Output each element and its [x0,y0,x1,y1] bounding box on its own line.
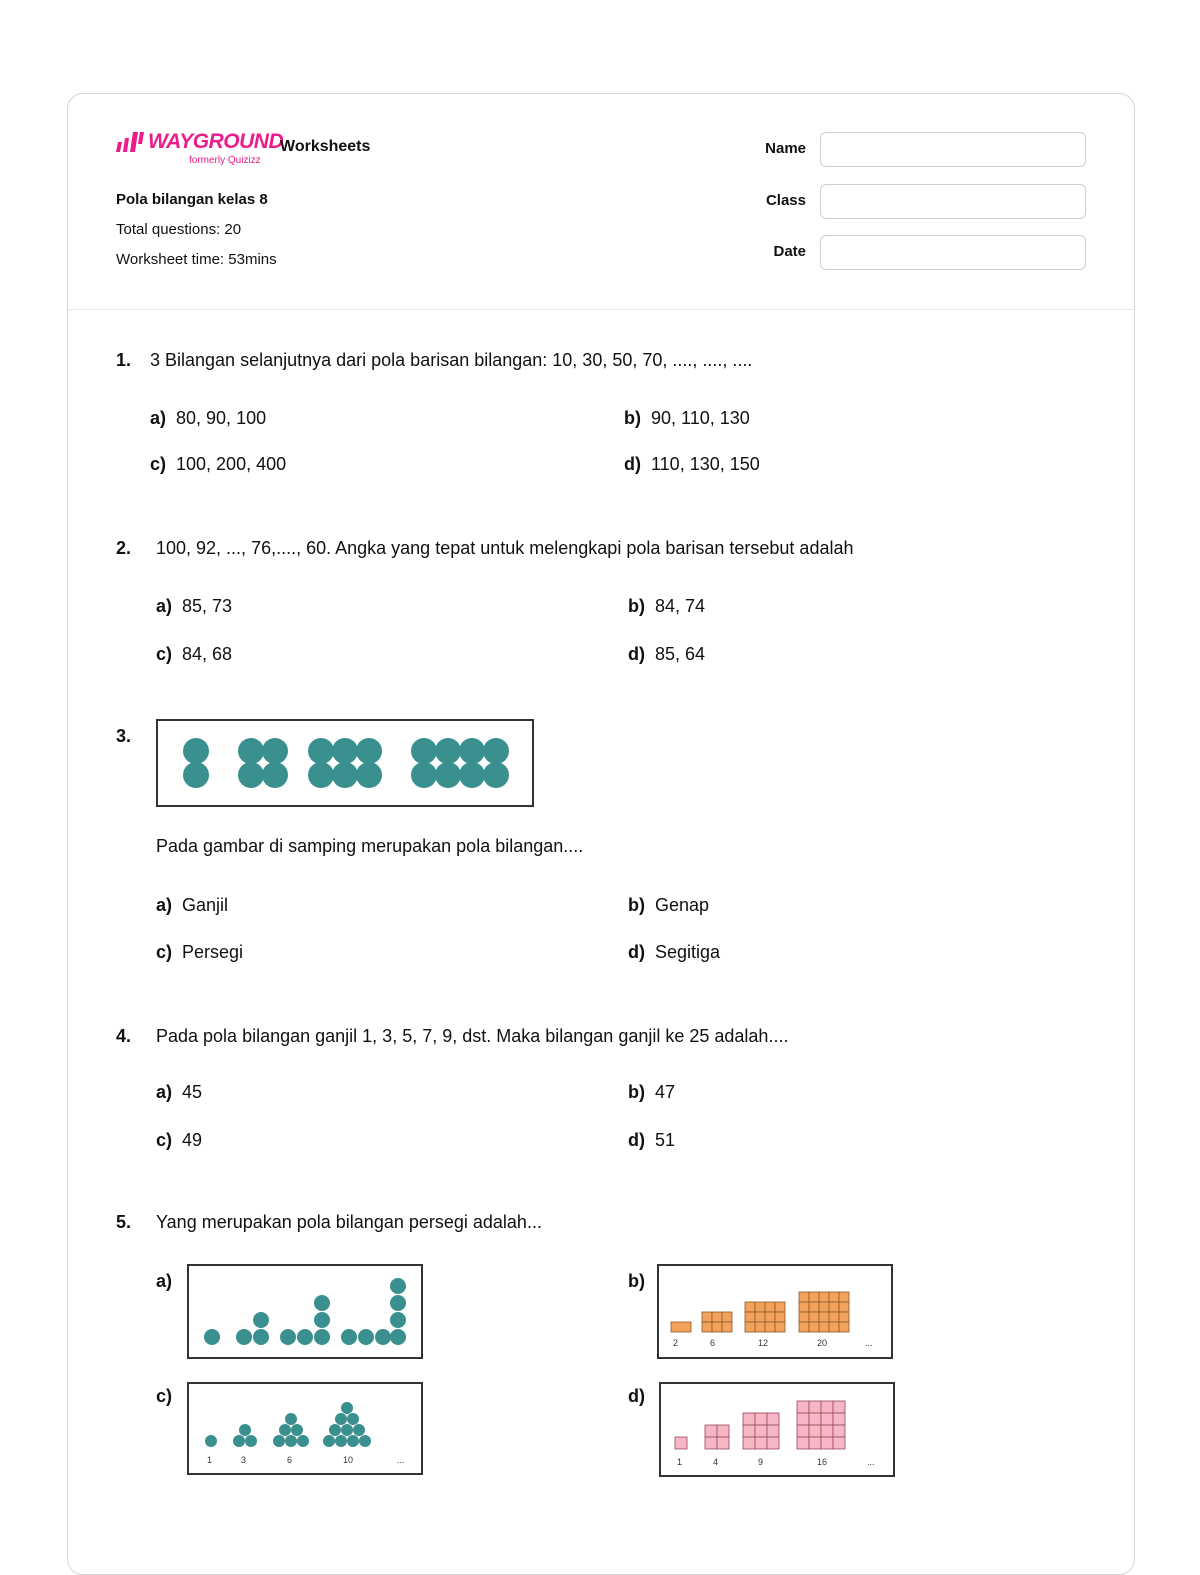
figure-label: ... [867,1457,875,1467]
option-letter: b) [628,596,645,616]
name-field[interactable] [820,132,1086,167]
date-label: Date [773,243,806,260]
option-b[interactable] [628,596,705,617]
option-text: 47 [655,1082,676,1102]
option-letter: b) [628,1082,645,1102]
option-c[interactable] [156,1130,202,1151]
figure-label: 6 [287,1455,293,1465]
option-text: 110, 130, 150 [651,454,760,474]
option-text: 51 [655,1130,676,1150]
option-letter: c) [156,1130,173,1150]
question-text: 100, 92, ..., 76,...., 60. Angka yang tepat untuk melengkapi pola barisan tersebut adalah [156,538,854,558]
question-text: Yang merupakan pola bilangan persegi adalah... [156,1212,542,1232]
square-grid-figure [661,1384,893,1475]
option-letter: c) [150,454,167,474]
option-letter: d) [628,942,645,962]
option-text: 49 [182,1130,203,1150]
option-d[interactable] [628,1130,675,1151]
option-a[interactable] [156,1082,202,1103]
option-text: 84, 74 [655,596,706,616]
worksheet-sheet [67,93,1135,1575]
worksheet-title: Pola bilangan kelas 8 [116,191,268,208]
question-number: 4. [116,1026,132,1046]
option-c-image[interactable] [187,1382,423,1475]
question-number: 1. [116,350,132,370]
class-field[interactable] [820,184,1086,219]
option-text: 100, 200, 400 [176,454,287,474]
option-b[interactable] [628,1082,675,1103]
option-c[interactable] [150,454,286,475]
option-c[interactable] [156,1386,182,1407]
total-questions: Total questions: 20 [116,221,242,238]
option-text: Persegi [182,942,244,962]
figure-label: 4 [713,1457,719,1467]
option-b[interactable] [628,895,709,916]
option-letter: c) [156,644,173,664]
question-number: 5. [116,1212,132,1232]
figure-label: 12 [758,1338,769,1348]
option-letter: a) [156,596,173,616]
option-d[interactable] [624,454,760,475]
triangle-dots-figure [189,1384,421,1473]
figure-label: 6 [710,1338,716,1348]
figure-label: ... [865,1338,873,1348]
option-letter: b) [628,895,645,915]
logo-wordmark: WAYGROUND [148,130,284,153]
option-text: Genap [655,895,710,915]
figure-label: 16 [817,1457,828,1467]
logo-bars-icon [116,132,144,152]
option-a[interactable] [150,408,266,429]
option-letter: b) [628,1271,645,1291]
dot-group [183,738,509,788]
stair-dots-figure [189,1266,421,1357]
option-letter: d) [628,1386,645,1406]
logo-subtext: formerly Quizizz [189,155,261,166]
option-c[interactable] [156,644,232,665]
figure-label: 9 [758,1457,764,1467]
option-b[interactable] [628,1271,655,1292]
option-a-image[interactable] [187,1264,423,1359]
option-letter: a) [156,1082,173,1102]
option-text: 80, 90, 100 [176,408,267,428]
option-text: 45 [182,1082,203,1102]
question-text: 3 Bilangan selanjutnya dari pola barisan bilangan: 10, 30, 50, 70, ...., ...., .... [150,350,753,370]
option-letter: d) [624,454,641,474]
option-text: 85, 64 [655,644,706,664]
option-c[interactable] [156,942,243,963]
worksheet-time: Worksheet time: 53mins [116,251,277,268]
section-label: Worksheets [280,138,371,155]
option-letter: b) [624,408,641,428]
rectangle-grid-figure [659,1266,891,1357]
option-text: 90, 110, 130 [651,408,750,428]
question-text: Pada gambar di samping merupakan pola bilangan.... [156,836,584,856]
option-letter: a) [156,895,173,915]
option-letter: a) [156,1271,173,1291]
question-text: Pada pola bilangan ganjil 1, 3, 5, 7, 9, dst. Maka bilangan ganjil ke 25 adalah.... [156,1026,789,1046]
name-label: Name [765,140,806,157]
option-letter: c) [156,942,173,962]
option-text: 84, 68 [182,644,233,664]
option-a[interactable] [156,895,228,916]
dot-pattern-image [156,719,534,807]
option-letter: d) [628,644,645,664]
option-b[interactable] [624,408,750,429]
option-b-image[interactable] [657,1264,893,1359]
option-d-image[interactable] [659,1382,895,1477]
figure-label: 2 [673,1338,679,1348]
figure-label: ... [397,1455,405,1465]
question-number: 2. [116,538,132,558]
even-dots-figure [158,721,532,805]
worksheet-header [68,94,1134,310]
option-a[interactable] [156,1271,182,1292]
option-text: Segitiga [655,942,721,962]
figure-label: 3 [241,1455,247,1465]
option-d[interactable] [628,644,705,665]
figure-label: 20 [817,1338,828,1348]
option-text: Ganjil [182,895,229,915]
question-number: 3. [116,726,132,746]
option-letter: a) [150,408,167,428]
date-field[interactable] [820,235,1086,270]
option-letter: c) [156,1386,173,1406]
option-a[interactable] [156,596,232,617]
figure-label: 1 [677,1457,683,1467]
option-text: 85, 73 [182,596,233,616]
option-d[interactable] [628,942,720,963]
figure-label: 10 [343,1455,354,1465]
figure-label: 1 [207,1455,213,1465]
option-d[interactable] [628,1386,655,1407]
option-letter: d) [628,1130,645,1150]
class-label: Class [765,192,806,209]
